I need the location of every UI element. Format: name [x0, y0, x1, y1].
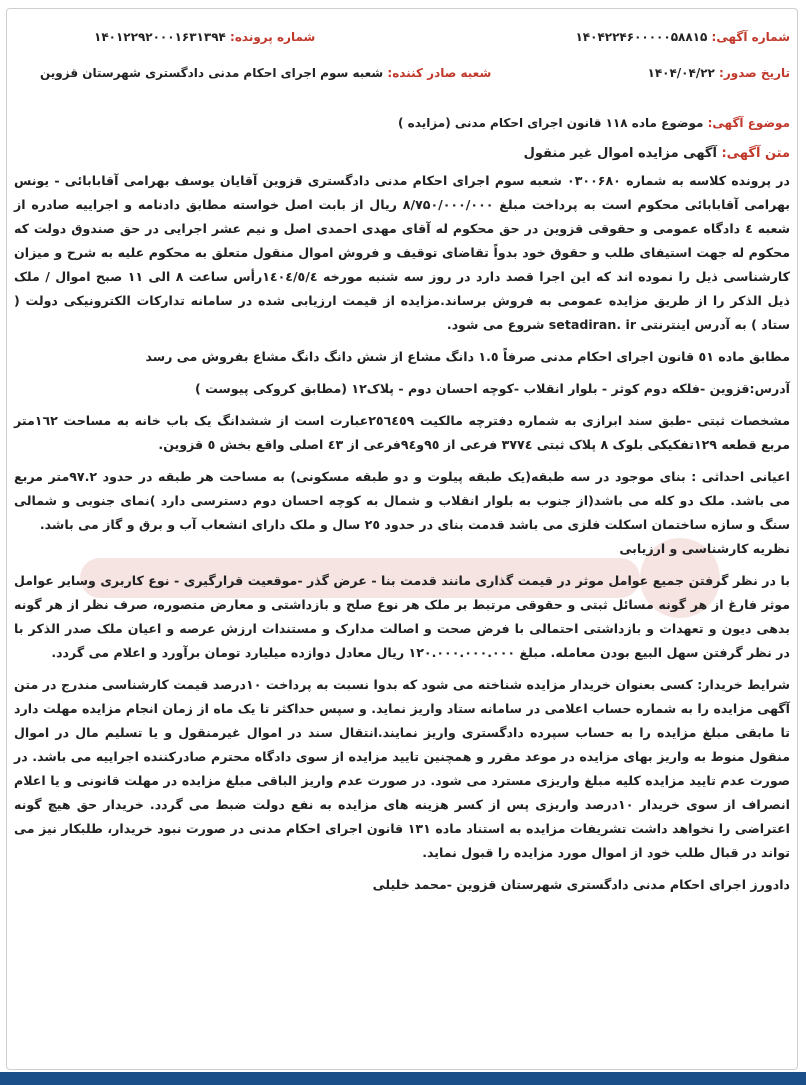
paragraph-intro: در پرونده کلاسه به شماره ۰۳۰۰۶۸۰ شعبه سوم اجرای احکام مدنی دادگستری قزوین آقایان یوسف بهرامی آقابابائی - یونس بهرامی آقابابائی محکوم است به پرداخت مبلغ ۸/۷۵۰/۰۰۰/۰۰۰ ریال از بابت اصل خواسته مطابق دادنامه و اجراییه صادره از شعبه ٤ دادگاه عمومی و حقوقی قزوین در حق محکوم له آقای مهدی احمدی اصل و نیم عشر اجرایی در حق صندوق دولت که محکوم له جهت استیفای طلب و حقوق خود بدواً تقاضای توقیف و فروش اموال منقول متعلق به محکوم علیه به شرح و میزان کارشناسی ذیل را نموده اند که این اجرا قصد دارد در روز سه شنبه مورخه ۱٤۰٤/٥/٤رأس ساعت ۸ الی ۱۱ صبح اموال / ملک ذیل الذکر را از طریق مزایده عمومی به فروش برساند.مزایده از قیمت ارزیابی شده در سامانه تدارکات الکترونیکی دولت ( ستاد ) به آدرس اینترنتی setadiran. ir شروع می شود. — [14, 173, 790, 332]
subject-label: موضوع آگهی: — [707, 116, 790, 130]
subject — [14, 116, 790, 130]
bottom-bar — [0, 1072, 806, 1085]
ad-number-value: ۱۴۰۴۲۲۴۶۰۰۰۰۰۵۸۸۱۵ — [575, 30, 708, 44]
paragraph-registration: مشخصات ثبتی -طبق سند ابرازی به شماره دفترچه مالکیت ۲٥٦٤٥۹عبارت است از ششدانگ یک باب خانه به مساحت ۱٦۲متر مربع قطعه ۱۲۹تفکیکی بلوک ۸ پلاک ثبتی ۳۷۷٤ فرعی از ۹٥و۹٤فرعی از ٤۳ اصلی واقع بخش ٥ قزوین. — [14, 413, 790, 452]
paragraph-building: اعیانی احداثی : بنای موجود در سه طبقه(یک طبقه پیلوت و دو طبقه مسکونی) به مساحت هر طبقه در حدود ۹۷.۲متر مربع می باشد. ملک دو کله می باشد(از جنوب به بلوار انقلاب و شمال به کوچه احسان دوم دسترسی دارد )نمای جنوبی و شمالی سنگ و سازه ساختمان اسکلت فلزی می باشد قدمت بنای در حدود ۲٥ سال و ملک دارای انشعاب آب و برق و گاز می باشد. — [14, 469, 790, 532]
issuer-value: شعبه سوم اجرای احکام مدنی دادگستری شهرستان قزوین — [40, 66, 384, 80]
paragraph-appraisal: با در نظر گرفتن جمیع عوامل موثر در قیمت گذاری مانند قدمت بنا - عرض گذر -موقعیت قرارگیری - نوع کاربری وسایر عوامل موثر فارغ از هر گونه مسائل ثبتی و حقوقی مرتبط بر ملک هر نوع صلح و بازداشتی و معارض متصوره، صرف نظر از هر گونه بدهی دیون و تعهدات و بازداشتی احتمالی با فرض صحت و اصالت مدارک و مستندات ارزش عرصه و اعیان ملک صدر الذکر با در نظر گرفتن سهل البیع بودن معامله. مبلغ ۱۲۰.۰۰۰.۰۰۰.۰۰۰ ریال معادل دوازده میلیارد تومان برآورد و اعلام می گردد. — [14, 573, 790, 660]
announcement — [14, 30, 790, 897]
issuer-label: شعبه صادر کننده: — [387, 66, 492, 80]
body-title-label: متن آگهی: — [721, 146, 790, 161]
subject-value: موضوع ماده ۱۱۸ قانون اجرای احکام مدنی (مزایده ) — [398, 116, 704, 130]
case-number — [94, 30, 315, 50]
issue-date-value: ۱۴۰۴/۰۴/۲۲ — [647, 66, 715, 80]
ad-number-label: شماره آگهی: — [711, 30, 790, 44]
case-number-label: شماره پرونده: — [230, 30, 316, 44]
paragraph-appraisal-heading: نظریه کارشناسی و ارزیابی — [619, 541, 790, 556]
paragraph-buyer-conditions: شرایط خریدار: کسی بعنوان خریدار مزایده شناخته می شود که بدوا نسبت به پرداخت ۱۰درصد قیمت کارشناسی مندرج در متن آگهی مزایده را به شماره حساب اعلامی در سامانه ستاد واریز نماید. و سپس حداکثر تا یک ماه از زمان انجام مزایده مهلت دارد تا مابقی مبلغ مزایده را به حساب سپرده دادگستری واریز نمایند.انتقال سند در اموال غیرمنقول و یا تسلیم مال در اموال منقول منوط به واریز بهای مزایده در موعد مقرر و همچنین تایید مزایده از سوی دادگاه محترم صادرکننده اجراییه می باشد. در صورت عدم تایید مزایده کلیه مبلغ واریزی مسترد می شود. در صورت عدم واریز الباقی مبلغ مزایده در مهلت قانونی و یا اعلام انصراف از سوی خریدار ۱۰درصد واریزی پس از کسر هزینه های مزایده به نفع دولت ضبط می گردد. خریدار حق هیچ گونه اعتراضی را نخواهد داشت تشریفات مزایده به استناد ماده ۱۳۱ قانون اجرای احکام مدنی در صورت نبود خریدار، طلبکار نیز می تواند در قبال طلب خود از اموال مورد مزایده را قبول نماید. — [14, 677, 790, 860]
header-row-1 — [14, 30, 790, 50]
issuer — [40, 66, 491, 86]
issue-date — [648, 66, 791, 86]
header-row-2 — [14, 66, 790, 86]
body-title — [14, 146, 790, 161]
case-number-value: ۱۴۰۱۲۲۹۲۰۰۰۱۶۳۱۳۹۴ — [94, 30, 226, 44]
paragraph-signature: دادورز اجرای احکام مدنی دادگستری شهرستان قزوین -محمد خلیلی — [372, 877, 790, 892]
paragraph-share: مطابق ماده ٥۱ قانون اجرای احکام مدنی صرفاً ۱.٥ دانگ مشاع از شش دانگ دانگ مشاع بفروش می رسد — [145, 349, 790, 364]
issue-date-label: تاریخ صدور: — [719, 66, 790, 80]
paragraph-address: آدرس:قزوین -فلکه دوم کوثر - بلوار انقلاب -کوچه احسان دوم - پلاک۱۲ (مطابق کروکی پیوست ) — [194, 381, 790, 396]
body-title-value: آگهی مزایده اموال غیر منقول — [523, 146, 717, 161]
ad-number — [575, 30, 790, 50]
